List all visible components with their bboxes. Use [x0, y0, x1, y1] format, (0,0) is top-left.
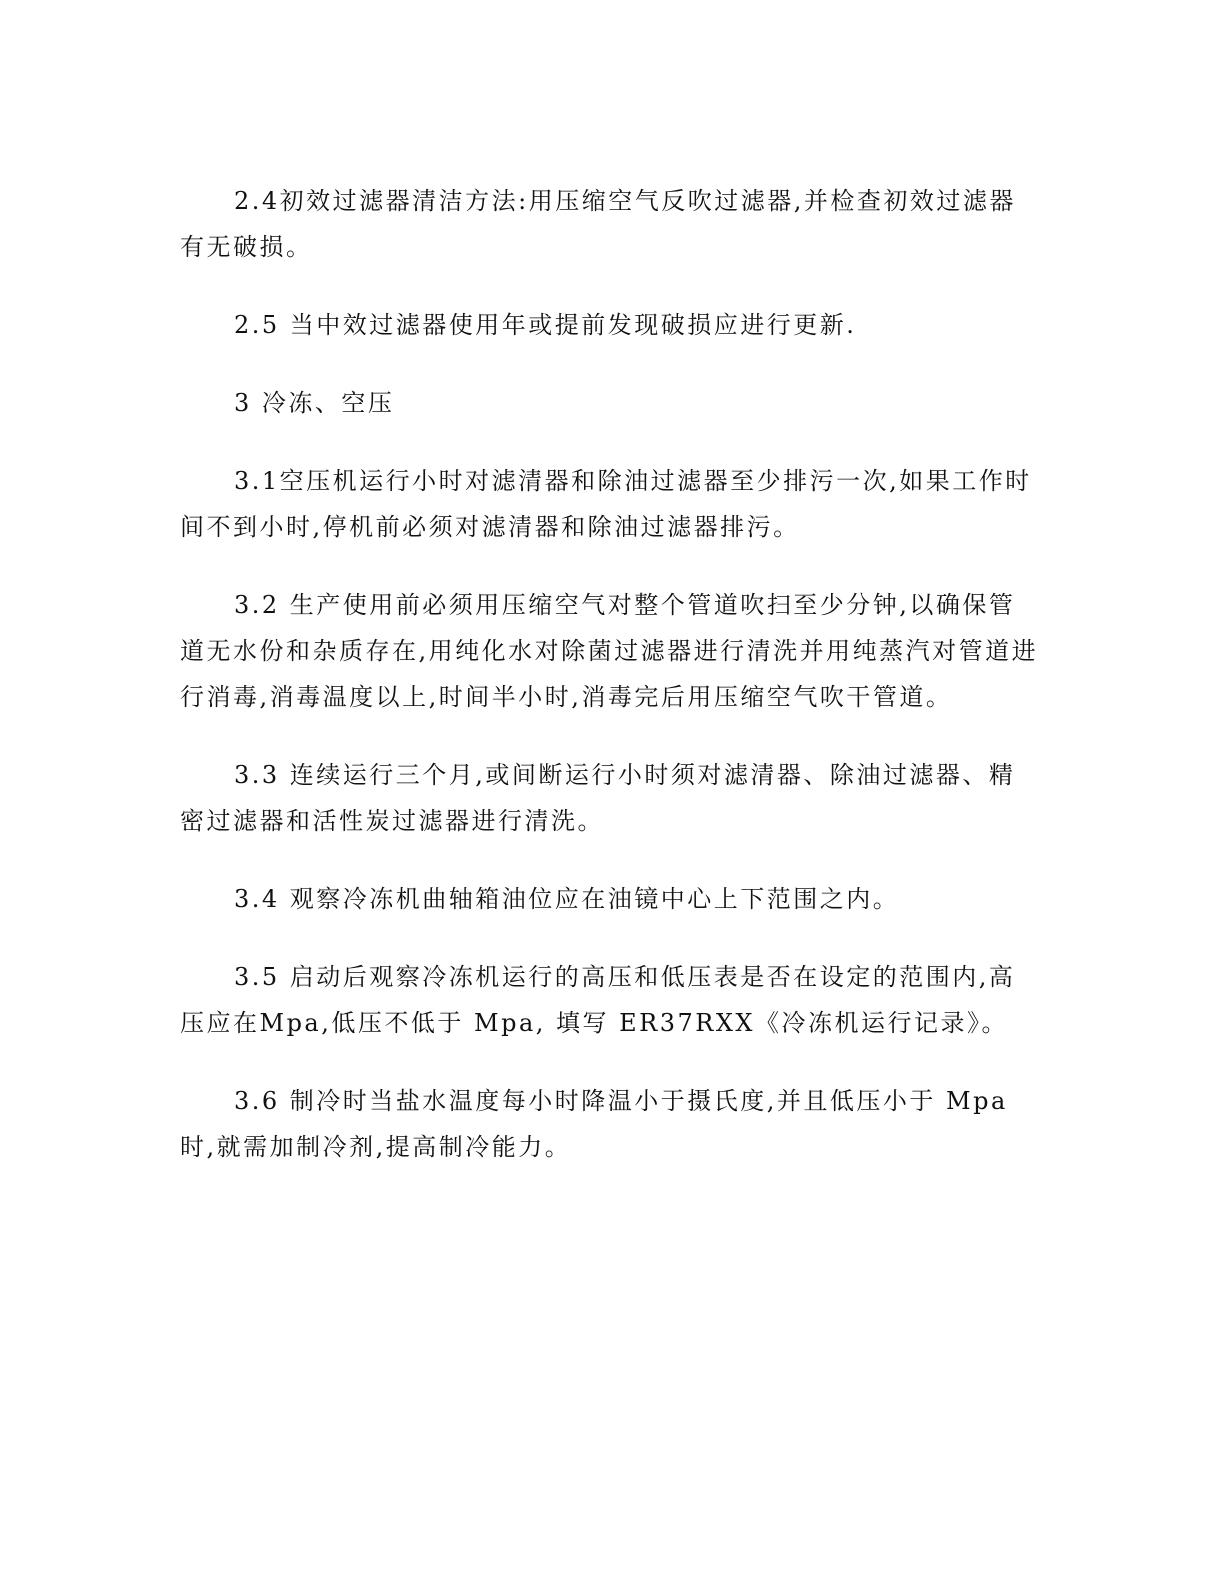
paragraph-2-5: 2.5 当中效过滤器使用年或提前发现破损应进行更新. — [234, 311, 857, 339]
document-body — [180, 178, 1040, 1202]
paragraph-3-1: 3.1空压机运行小时对滤清器和除油过滤器至少排污一次,如果工作时间不到小时,停机前必须对滤清器和除油过滤器排污。 — [180, 467, 1032, 541]
section-heading-3: 3 冷冻、空压 — [234, 389, 395, 417]
paragraph-3-3: 3.3 连续运行三个月,或间断运行小时须对滤清器、除油过滤器、精密过滤器和活性炭过滤器进行清洗。 — [180, 761, 1016, 835]
paragraph-3-4: 3.4 观察冷冻机曲轴箱油位应在油镜中心上下范围之内。 — [234, 885, 900, 913]
paragraph-2-4: 2.4初效过滤器清洁方法:用压缩空气反吹过滤器,并检查初效过滤器有无破损。 — [180, 187, 1016, 261]
paragraph-3-2: 3.2 生产使用前必须用压缩空气对整个管道吹扫至少分钟,以确保管道无水份和杂质存在,用纯化水对除菌过滤器进行清洗并用纯蒸汽对管道进行消毒,消毒温度以上,时间半小时,消毒完后用压缩空气吹干管道。 — [180, 591, 1039, 711]
paragraph-3-6: 3.6 制冷时当盐水温度每小时降温小于摄氏度,并且低压小于 Mpa 时,就需加制冷剂,提高制冷能力。 — [180, 1087, 1008, 1161]
paragraph-3-5: 3.5 启动后观察冷冻机运行的高压和低压表是否在设定的范围内,高压应在Mpa,低压不低于 Mpa, 填写 ER37RXX《冷冻机运行记录》。 — [180, 963, 1016, 1037]
